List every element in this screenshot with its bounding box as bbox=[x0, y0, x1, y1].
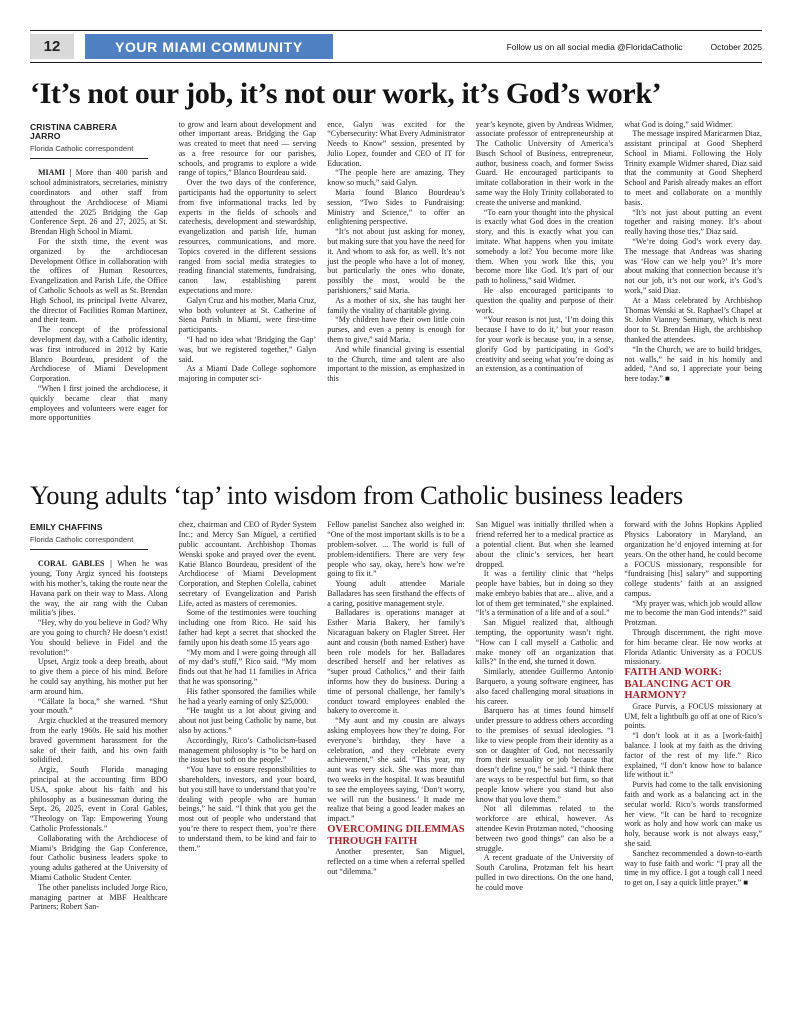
paragraph: “We’re doing God’s work every day. The message that Andreas was sharing was ‘How can we help you?’ It’s more about making that connection because it’s not our job, it’s not our work, it’s God’s work,” said Diaz. bbox=[624, 237, 762, 296]
paragraph: “My children have their own little coin purses, and even a penny is enough for them to give,” said Maria. bbox=[327, 315, 465, 345]
article1-byline bbox=[30, 123, 148, 160]
paragraph: what God is doing,” said Widmer. bbox=[624, 119, 734, 129]
paragraph: year’s keynote, given by Andreas Widmer, associate professor of entrepreneurship at The Catholic University of America’s Busch School of Business, entrepreneur, author, business coach, and former Swiss Guard. He encouraged participants to imitate collaboration in their work in the same way the Holy Trinity collaborated to create the universe and mankind. bbox=[475, 119, 614, 207]
issue-date: October 2025 bbox=[710, 41, 762, 52]
article2-column-1 bbox=[30, 520, 168, 986]
paragraph: Balladares is operations manager at Esther Maria Bakery, her family’s Nicaraguan bakery on Flagler Street. Her aunt and cousin (both named Esther) have been role models for her. Balladares described herself and her relatives as “super proud Catholics,” and their faith informs how they do business. During a time of personal challenge, her family’s conduct toward employees enabled the bakery to overcome it. bbox=[327, 608, 465, 716]
article2-column-5 bbox=[624, 520, 762, 986]
paragraph: Through discernment, the right move for him became clear. He now works at Florida Atlantic University as a FOCUS missionary. bbox=[624, 628, 762, 667]
paragraph: “It’s not about just asking for money, but making sure that you have the need for it. And whom to ask for, as well. It’s not just the people who have a lot of money, but particularly the ones who donate, possibly the most, would be the parishioners,” said Maria. bbox=[327, 227, 465, 296]
paragraph: CORAL GABLES | When he was young, Tony Argiz synced his footsteps with his mother’s, taking the route near the Havana park on their way to Mass. Along the way, the air rang with the Cuban militia’s jibes. bbox=[30, 559, 168, 618]
paragraph: Fellow panelist Sanchez also weighed in: “One of the most important skills is to be a problem-solver. ... The world is full of problem-identifiers. There are very few people who say, okay, here’s how we’re going to fix it.” bbox=[327, 520, 465, 579]
article1-column-4 bbox=[476, 120, 614, 470]
article1-column-3 bbox=[327, 120, 465, 470]
paragraph: Not all dilemmas related to the workforce are ethical, however. As attendee Kevin Protzman noted, “choosing between two good things” can also be a struggle. bbox=[475, 804, 614, 853]
page-number: 12 bbox=[30, 34, 74, 59]
paragraph: ence, Galyn was excited for the “Cybersecurity: What Every Administrator Needs to Know” session, presented by Julio Lopez, founder and CEO of IT for Education. bbox=[327, 119, 465, 168]
paragraph: Some of the testimonies were touching including one from Rico. He said his father had kept a secret that shocked the family upon his death some 15 years ago bbox=[178, 608, 317, 647]
paragraph: Barquero has at times found himself under pressure to address others according to the premises of sexual ideologies. “I like to view people from their identity as a son or daughter of God, not necessarily from their sexuality or job because that doesn’t define you,” he said. “I think there are ways to be respectful but firm, so that people know where you stand but also know that you love them.” bbox=[475, 706, 614, 804]
paragraph: It was a fertility clinic that “helps people have babies, but in doing so they make embryo babies that are... alive, and a lot of them get terminated,” she explained. “It’s a termination of a life and of a soul.” bbox=[475, 569, 614, 618]
article2-byline bbox=[30, 523, 148, 550]
paragraph: “When I first joined the archdiocese, it quickly became clear that many employees and volunteers were eager for more opportunities bbox=[30, 383, 168, 423]
paragraph: The other panelists included Jorge Rico, managing partner at MBF Healthcare Partners; Robert San- bbox=[30, 882, 168, 912]
paragraph: Galyn Cruz and his mother, Maria Cruz, who both volunteer at St. Catherine of Siena Parish in Miami, were first-time participants. bbox=[178, 295, 317, 335]
article2-column-4 bbox=[476, 520, 614, 986]
article1-column-5 bbox=[624, 120, 762, 470]
paragraph: Another presenter, San Miguel, reflected on a time when a referral spelled out “dilemma.” bbox=[327, 847, 465, 876]
paragraph: Upset, Argiz took a deep breath, about to give them a piece of his mind. Before he could say anything, his mother put her arm around him. bbox=[30, 657, 168, 696]
paragraph: MIAMI | More than 400 parish and school administrators, secretaries, ministry coordinators and other staff from throughout the Archdiocese of Miami attended the 2025 Bridging the Gap Conference Sept. 26 and 27, 2025, at St. Brendan High School in Miami. bbox=[30, 168, 168, 237]
paragraph: Sanchez recommended a down-to-earth way to fuse faith and work: “I pray all the time in my office. I got a tough call I need to get on, I say a quick little prayer.” ■ bbox=[624, 848, 762, 888]
paragraph: “He taught us a lot about giving and about not just being Catholic by name, but also by actions.” bbox=[178, 706, 317, 736]
paragraph: chez, chairman and CEO of Ryder System Inc.; and Mercy San Miguel, a certified public accountant. Archbishop Thomas Wenski spoke and prayed over the event. Katie Blanco Bourdeau, president of the Archdiocese of Miami Development Corporation, and Stephen Colella, cabinet secretary of Evangelization and Parish Life, acted as masters of ceremonies. bbox=[178, 520, 317, 608]
paragraph: Accordingly, Rico’s Catholicism-based management philosophy is “to be hard on the issues but soft on the people.” bbox=[178, 735, 317, 765]
article2-column-3 bbox=[327, 520, 465, 986]
paragraph: “My prayer was, which job would allow me to become the man God intends?” said Protzman. bbox=[624, 598, 762, 628]
paragraph: A recent graduate of the University of South Carolina, Protzman felt his heart pulled in two directions. On the one hand, he could move bbox=[475, 853, 614, 892]
article2-headline: Young adults ‘tap’ into wisdom from Catholic business leaders bbox=[30, 479, 683, 510]
paragraph: And while financial giving is essential to the Church, time and talent are also important to the mission, as emphasized in this bbox=[327, 344, 465, 384]
paragraph: Collaborating with the Archdiocese of Miami’s Bridging the Gap Conference, four Catholic business leaders spoke to young adults gathered at the University of Miami Catholic Student Center. bbox=[30, 833, 168, 882]
article2-columns bbox=[30, 520, 762, 986]
byline-role: Florida Catholic correspondent bbox=[30, 143, 134, 153]
paragraph: “Hey, why do you believe in God? Why are you going to church? He doesn’t exist! You should believe in Fidel and the revolution!” bbox=[30, 618, 168, 657]
article1-columns bbox=[30, 120, 762, 470]
paragraph: Over the two days of the conference, participants had the opportunity to select from five informational tracks led by experts in the fields of schools and catechesis, development and stewardship, evangelization and parish life, human resources, communications, and more. Topics covered in the different sessions ranged from social media strategies to reading financial statements, fundraising, canon law, establishing parent expectations and more. bbox=[178, 178, 317, 296]
subhead-overcoming-dilemmas: OVERCOMING DILEMMAS THROUGH FAITH bbox=[327, 824, 465, 847]
article1-column-2 bbox=[179, 120, 317, 470]
paragraph: “My mom and I were going through all of my dad’s stuff,” Rico said. “My mom finds out that he had 11 families in Africa that he was sponsoring.” bbox=[178, 647, 317, 687]
byline-author: CRISTINA CABRERA JARRO bbox=[30, 121, 117, 142]
paragraph: “I don’t look at it as a [work-faith] balance. I look at my faith as the driving factor of the rest of my life.” Rico explained, “I don’t know how to balance life without it.” bbox=[624, 731, 762, 780]
paragraph: Purvis had come to the talk envisioning faith and work as a balancing act in the secular world. Rico’s words transformed her view. “It can be hard to recognize work as holy and how work can make us holy, because work is not always easy,” she said. bbox=[624, 780, 762, 848]
article2-column-2 bbox=[179, 520, 317, 986]
paragraph: His father sponsored the families while he had a yearly earning of only $25,000. bbox=[178, 686, 317, 706]
paragraph: As a mother of six, she has taught her family the vitality of charitable giving. bbox=[327, 295, 465, 315]
paragraph: “I had no idea what ‘Bridging the Gap’ was, but we registered together,” Galyn said. bbox=[178, 335, 317, 364]
paragraph: He also encouraged participants to question the quality and purpose of their work. bbox=[475, 286, 614, 315]
paragraph: “To earn your thought into the physical is exactly what God does in the creation story, and this is exactly what you can imitate. What happens when you imitate somebody a lot? You become more like them. When you work like this, you become more like God. It’s part of our path to holiness,” said Widmer. bbox=[475, 207, 614, 286]
byline-author: EMILY CHAFFINS bbox=[30, 522, 103, 533]
paragraph: Argiz chuckled at the treasured memory from the early 1960s. He said his mother braved government harassment for the sake of their faith, and his own faith solidified. bbox=[30, 716, 168, 765]
paragraph: Maria found Blanco Bourdeau’s session, “Two Sides to Fundraising: Ministry and Science,” to offer an enlightening perspective. bbox=[327, 188, 465, 227]
article-young-adults bbox=[30, 479, 762, 987]
paragraph: “My aunt and my cousin are always asking employees how they’re doing. For everyone’s birthday, they have a celebration, and they celebrate every achievement,” she said. “This year, my aunt was very sick. She was more than two weeks in the hospital. It was beautiful to see the employees saying, ‘Don’t worry, we will run the business.’ It made me realize that being a good leader makes an impact.” bbox=[327, 716, 465, 824]
paragraph: “The people here are amazing. They know so much,” said Galyn. bbox=[327, 168, 465, 188]
paragraph: As a Miami Dade College sophomore majoring in computer sci- bbox=[178, 364, 317, 384]
paragraph: “In the Church, we are to build bridges, not walls,” he said in his homily and added, “And so, I appreciate your being here today.” ■ bbox=[624, 344, 762, 384]
paragraph: “Your reason is not just, ‘I’m doing this because I have to do it,’ but your reason for your work is because you, in a sense, glorify God by participating in God’s creativity and seeing what you’re doing as an extension, as a continuation of bbox=[475, 315, 614, 374]
dateline: CORAL GABLES | bbox=[38, 559, 112, 569]
dateline: MIAMI | bbox=[38, 168, 72, 178]
social-media-line: Follow us on all social media @FloridaCatholic bbox=[506, 41, 683, 52]
paragraph: San Miguel was initially thrilled when a friend referred her to a medical practice as a potential client. But when she learned about the clinic’s services, her heart dropped. bbox=[475, 520, 614, 569]
paragraph: “Cállate la boca,” she warned. “Shut your mouth.” bbox=[30, 696, 168, 716]
article1-headline: ‘It’s not our job, it’s not our work, it’s God’s work’ bbox=[30, 77, 662, 110]
paragraph: “You have to ensure responsibilities to shareholders, investors, and your board, but you still have to understand that you’re dealing with people who are human beings,” he said. “I think that you get the most out of people who understand that you’re there to respect them, you’re there to understand them, to be kind and fair to them.” bbox=[178, 765, 317, 853]
paragraph: forward with the Johns Hopkins Applied Physics Laboratory in Maryland, an organization he’d enjoyed interning at for years. On the other hand, he could become a FOCUS missionary, responsible for “fundraising [his] salary” and supporting college students’ faith at an assigned campus. bbox=[624, 520, 762, 598]
paragraph: Grace Purvis, a FOCUS missionary at UM, felt a lightbulb go off at one of Rico’s points. bbox=[624, 701, 762, 731]
byline-role: Florida Catholic correspondent bbox=[30, 534, 134, 544]
paragraph: to grow and learn about development and other important areas. Bridging the Gap was created to meet that need — serving as a free resource for our parishes, schools, and programs to explore a wide range of topics,” Blanco Bourdeau said. bbox=[178, 119, 317, 178]
article-gods-work bbox=[30, 78, 762, 470]
header-rule bbox=[30, 62, 762, 63]
paragraph: San Miguel realized that, although tempting, the opportunity wasn’t right. “How can I call myself a Catholic and make money off an organization that kills?” In the end, she turned it down. bbox=[475, 618, 614, 667]
paragraph: Young adult attendee Mariale Balladares has seen firsthand the effects of a caring, positive management style. bbox=[327, 579, 465, 608]
top-rule bbox=[30, 30, 762, 31]
paragraph: “It’s not just about putting an event together and raising money. It’s about really having those ties,” Diaz said. bbox=[624, 207, 762, 237]
paragraph: Similarly, attendee Guillermo Antonio Barquero, a young software engineer, has also faced challenging moral situations in his career. bbox=[475, 667, 614, 706]
paragraph: At a Mass celebrated by Archbishop Thomas Wenski at St. Raphael’s Chapel at St. John Vianney Seminary, which is next door to St. Brendan High, the archbishop thanked the attendees. bbox=[624, 295, 762, 345]
paragraph: The message inspired Maricarmen Diaz, assistant principal at Good Shepherd School in Miami. Following the Holy Trinity example Widmer shared, Diaz said that the community at Good Shepherd School and Parish already makes an effort to meet and collaborate on a monthly basis. bbox=[624, 129, 762, 207]
paragraph: For the sixth time, the event was organized by the archdiocesan Development Office in collaboration with the offices of Human Resources, Evangelization and Parish Life, the Office of Catholic Schools as well as St. Brendan High School, its principal Ivette Alvarez, the director of Facilities Roman Martinez, and their team. bbox=[30, 236, 168, 325]
masthead-right bbox=[507, 34, 762, 59]
section-banner: YOUR MIAMI COMMUNITY bbox=[85, 34, 333, 59]
article1-column-1 bbox=[30, 120, 168, 470]
paragraph: Argiz, South Florida managing principal at the accounting firm BDO USA, spoke about his faith and his philosophy as a businessman during the Sept. 26, 2025, event in Coral Gables, “Theology on Tap: Empowering Young Catholic Professionals.” bbox=[30, 765, 168, 833]
subhead-faith-and-work: FAITH AND WORK: BALANCING ACT OR HARMONY? bbox=[624, 667, 731, 702]
masthead bbox=[30, 34, 762, 59]
paragraph: The concept of the professional development day, with a Catholic identity, was first introduced in 2012 by Katie Blanco Bourdeau, president of the Archdiocese of Miami Development Corporation. bbox=[30, 325, 168, 384]
